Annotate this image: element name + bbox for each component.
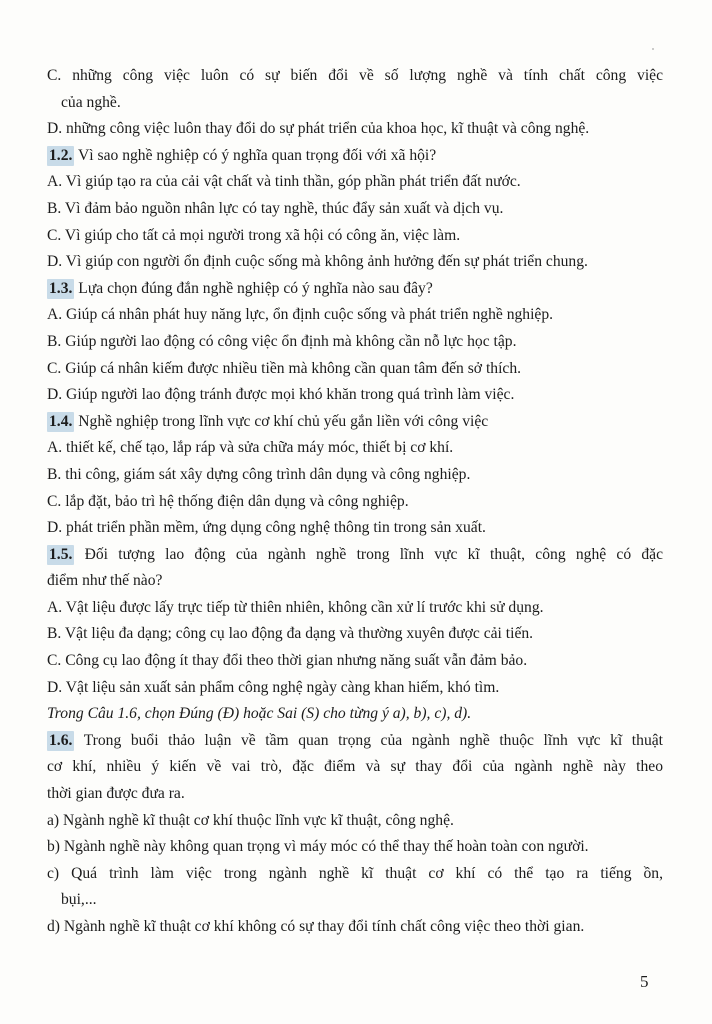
option-d: D. Vì giúp con người ổn định cuộc sống mà không ảnh hưởng đến sự phát triển chung. [47, 253, 588, 271]
question-1-5 [47, 542, 663, 569]
option-c-line2: của nghề. [61, 93, 121, 111]
option-d: D. Giúp người lao động tránh được mọi khó khăn trong quá trình làm việc. [47, 386, 515, 404]
question-text-continued: thời gian được đưa ra. [47, 785, 185, 803]
option-b: B. Vật liệu đa dạng; công cụ lao động đa dạng và thường xuyên được cải tiến. [47, 625, 534, 643]
page-content [47, 63, 663, 941]
question-text-continued: điểm như thế nào? [47, 572, 163, 590]
option-b: B. Vì đảm bảo nguồn nhân lực có tay nghề, thúc đẩy sản xuất và dịch vụ. [47, 199, 504, 217]
instruction-text: Trong Câu 1.6, chọn Đúng (Đ) hoặc Sai (S) cho từng ý a), b), c), d). [47, 705, 472, 723]
option-d: D. phát triển phần mềm, ứng dụng công nghệ thông tin trong sản xuất. [47, 519, 486, 537]
statement-b: b) Ngành nghề này không quan trọng vì máy móc có thể thay thế hoàn toàn con người. [47, 838, 589, 856]
option-a: A. Vì giúp tạo ra của cải vật chất và tinh thần, góp phần phát triển đất nước. [47, 173, 521, 191]
option-b: B. Giúp người lao động có công việc ổn định mà không cần nỗ lực học tập. [47, 332, 517, 350]
option-c: C. Công cụ lao động ít thay đổi theo thời gian nhưng năng suất vẫn đảm bảo. [47, 652, 528, 670]
page-number: 5 [640, 972, 649, 991]
question-number: 1.6. [49, 731, 73, 749]
question-1-6 [47, 728, 663, 755]
question-number: 1.4. [49, 412, 73, 430]
corner-mark [652, 48, 654, 50]
question-1-4 [47, 409, 663, 436]
question-number: 1.3. [49, 279, 73, 297]
option-c: C. Giúp cá nhân kiếm được nhiều tiền mà không cần quan tâm đến sở thích. [47, 359, 522, 377]
question-text-continued: cơ khí, nhiều ý kiến về vai trò, đặc điểm và sự thay đổi của ngành nghề này theo [47, 758, 663, 776]
statement-c-continued: bụi,... [61, 891, 97, 909]
question-number: 1.5. [49, 545, 73, 563]
option-a: A. Giúp cá nhân phát huy năng lực, ổn định cuộc sống và phát triển nghề nghiệp. [47, 306, 554, 324]
question-text: Lựa chọn đúng đắn nghề nghiệp có ý nghĩa nào sau đây? [78, 279, 433, 297]
question-text: Đối tượng lao động của ngành nghề trong lĩnh vực kĩ thuật, công nghệ có đặc [84, 545, 663, 563]
option-d: D. Vật liệu sản xuất sản phẩm công nghệ ngày càng khan hiếm, khó tìm. [47, 678, 500, 696]
option-a: A. thiết kế, chế tạo, lắp ráp và sửa chữa máy móc, thiết bị cơ khí. [47, 439, 454, 457]
question-text: Trong buổi thảo luận về tầm quan trọng của ngành nghề thuộc lĩnh vực kĩ thuật [83, 731, 663, 749]
statement-a: a) Ngành nghề kĩ thuật cơ khí thuộc lĩnh vực kĩ thuật, công nghệ. [47, 811, 454, 829]
question-1-2 [47, 143, 663, 170]
option-c: C. Vì giúp cho tất cả mọi người trong xã hội có công ăn, việc làm. [47, 226, 461, 244]
question-text: Nghề nghiệp trong lĩnh vực cơ khí chủ yếu gắn liền với công việc [78, 412, 489, 430]
question-number: 1.2. [49, 146, 73, 164]
option-b: B. thi công, giám sát xây dựng công trình dân dụng và công nghiệp. [47, 465, 471, 483]
option-c-line1: C. những công việc luôn có sự biến đổi về số lượng nghề và tính chất công việc [47, 67, 663, 84]
statement-d: d) Ngành nghề kĩ thuật cơ khí không có sự thay đổi tính chất công việc theo thời gian. [47, 918, 585, 935]
statement-c: c) Quá trình làm việc trong ngành nghề kĩ thuật cơ khí có thể tạo ra tiếng ồn, [47, 864, 663, 882]
option-a: A. Vật liệu được lấy trực tiếp từ thiên nhiên, không cần xử lí trước khi sử dụng. [47, 598, 544, 616]
question-1-3 [47, 276, 663, 303]
question-text: Vì sao nghề nghiệp có ý nghĩa quan trọng đối với xã hội? [78, 146, 437, 164]
option-c: C. lắp đặt, bảo trì hệ thống điện dân dụng và công nghiệp. [47, 492, 409, 510]
option-d: D. những công việc luôn thay đổi do sự phát triển của khoa học, kĩ thuật và công nghệ. [47, 120, 590, 138]
